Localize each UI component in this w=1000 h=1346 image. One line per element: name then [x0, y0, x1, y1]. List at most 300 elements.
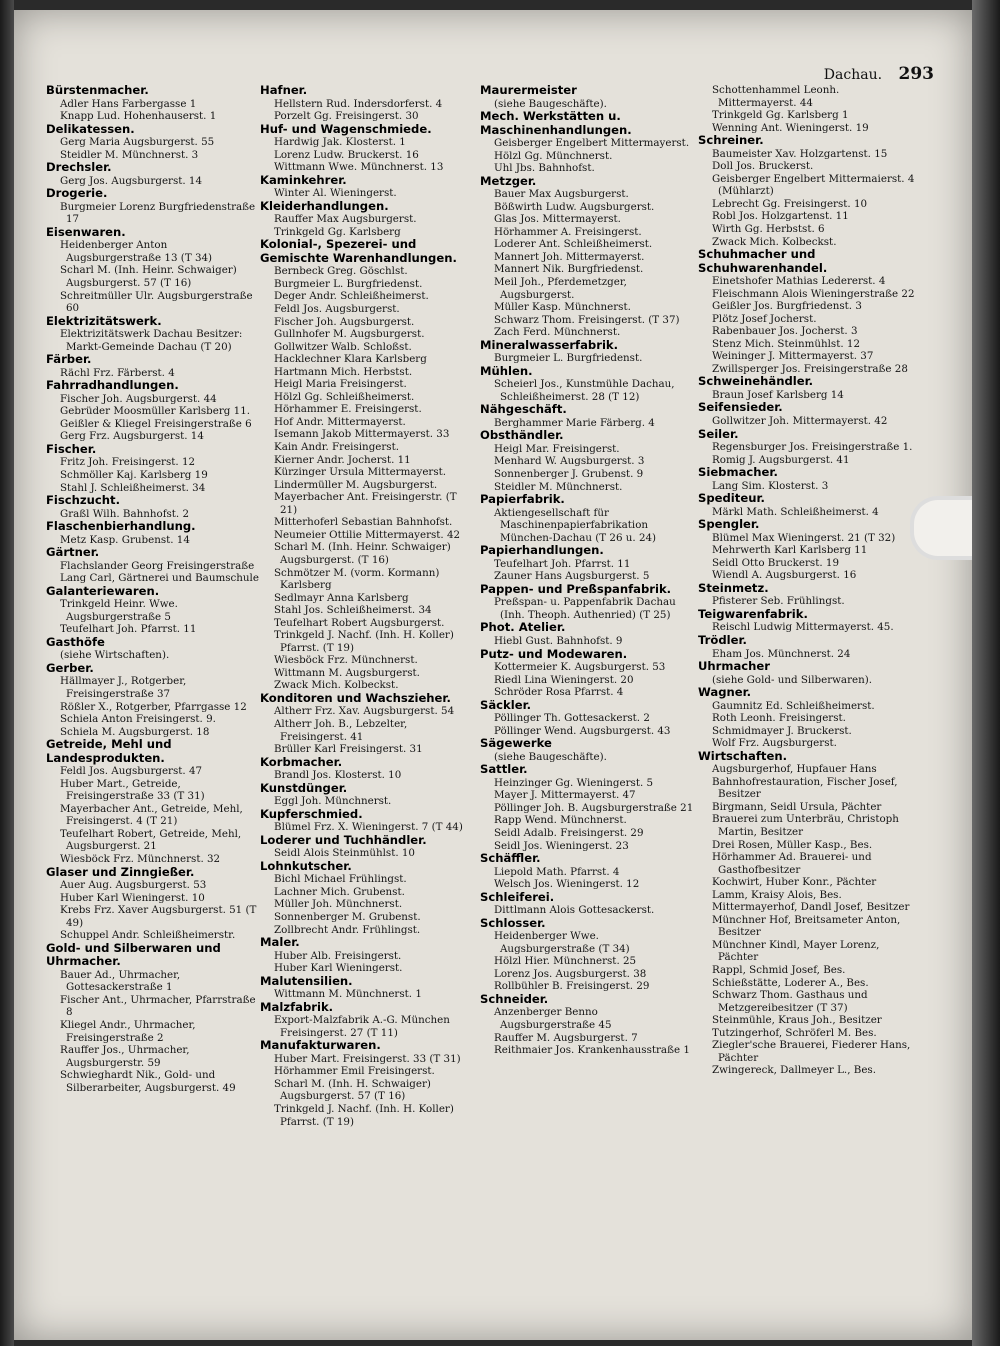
header-city: Dachau. [823, 67, 883, 83]
directory-section [698, 375, 920, 401]
section-title: Loderer und Tuchhändler. [260, 832, 427, 847]
directory-entry: Zwillsperger Jos. Freisingerstraße 28 [712, 362, 908, 375]
section-title: Wirtschaften. [698, 748, 787, 763]
directory-entry: Birgmann, Seidl Ursula, Pächter [712, 800, 882, 813]
directory-entry: Gollwitzer Joh. Mittermayerst. 42 [712, 414, 888, 427]
directory-section [698, 634, 920, 660]
section-title: Papierfabrik. [480, 492, 565, 507]
directory-entry: Brandl Jos. Klosterst. 10 [274, 769, 402, 782]
directory-entry: Regensburger Jos. Freisingerstraße 1. [712, 441, 913, 454]
directory-entry: Hardwig Jak. Klosterst. 1 [274, 136, 406, 149]
section-title: Schleiferei. [480, 889, 555, 904]
section-title: Nähgeschäft. [480, 402, 567, 417]
section-title: Galanteriewaren. [46, 583, 160, 598]
section-title: Schweinehändler. [698, 374, 814, 389]
directory-entry: Huber Karl Wieningerst. [274, 962, 403, 975]
directory-entry: Bauer Ad., Uhrmacher, Gottesackerstraße 1 [60, 968, 181, 994]
directory-section [480, 993, 694, 1057]
directory-entry: Zach Ferd. Münchnerst. [494, 326, 621, 339]
directory-entry: Schmöller Kaj. Karlsberg 19 [60, 468, 208, 481]
section-title: Metzger. [480, 173, 537, 188]
section-title: Bürstenmacher. [46, 83, 149, 97]
directory-entry: Rößler X., Rotgerber, Pfarrgasse 12 [60, 700, 247, 713]
section-title: Maler. [260, 935, 300, 950]
directory-entry: Hörhammer A. Freisingerst. [494, 225, 642, 238]
section-title: Eisenwaren. [46, 224, 126, 239]
page-number: 293 [898, 64, 934, 84]
directory-entry: Meil Joh., Pferdemetzger, Augsburgerst. [494, 276, 627, 301]
directory-entry: Isemann Jakob Mittermayerst. 33 [274, 428, 450, 441]
directory-page [14, 10, 972, 1340]
directory-entry: Mitterhoferl Sebastian Bahnhofst. [274, 516, 453, 529]
directory-entry: Sedlmayr Anna Karlsberg [274, 591, 409, 604]
directory-entry: Aktiengesellschaft für Maschinenpapierfabrikation München-Dachau (T 26 u. 24) [494, 506, 657, 544]
directory-entry: Heidenberger Anton Augsburgerstraße 13 (T 34) [60, 239, 213, 264]
section-title: Fischzucht. [46, 493, 120, 508]
directory-section [698, 466, 920, 492]
directory-section [698, 428, 920, 467]
directory-section [46, 226, 260, 315]
directory-section [480, 699, 694, 738]
directory-entry: (siehe Wirtschaften). [60, 649, 170, 662]
section-title: Schneider. [480, 991, 549, 1006]
directory-entry: Tutzingerhof, Schröferl M. Bes. [712, 1026, 877, 1039]
directory-entry: Blümel Max Wieningerst. 21 (T 32) [712, 531, 896, 544]
page-edge-right [972, 0, 1000, 1346]
directory-entry: Teufelhart Robert Augsburgerst. [274, 616, 445, 629]
directory-entry: Hällmayer J., Rotgerber, Freisingerstraße 37 [60, 675, 187, 700]
section-title: Kunstdünger. [260, 780, 348, 795]
directory-entry: Heinzinger Gg. Wieningerst. 5 [494, 776, 654, 789]
directory-entry: Burgmeier L. Burgfriedenst. [494, 352, 643, 365]
directory-section [480, 648, 694, 699]
directory-entry: Altherr Frz. Xav. Augsburgerst. 54 [274, 705, 455, 718]
directory-entry: Graßl Wilh. Bahnhofst. 2 [60, 507, 190, 520]
directory-section [260, 975, 474, 1001]
directory-entry: Elektrizitätswerk Dachau Besitzer: Markt-Gemeinde Dachau (T 20) [60, 328, 243, 353]
directory-entry: Zwack Mich. Kolbeckst. [274, 679, 399, 692]
directory-entry: Bahnhofrestauration, Fischer Josef, Besitzer [712, 775, 898, 801]
directory-entry: Schmidmayer J. Bruckerst. [712, 724, 852, 737]
directory-section [480, 763, 694, 852]
directory-section [480, 84, 694, 110]
section-title: Gold- und Silberwaren und Uhrmacher. [46, 940, 221, 969]
section-title: Gärtner. [46, 545, 100, 560]
directory-entry: Rappl, Schmid Josef, Bes. [712, 964, 846, 977]
section-title: Lohnkutscher. [260, 858, 352, 873]
directory-entry: Pöllinger Wend. Augsburgerst. 43 [494, 724, 671, 737]
directory-section [46, 546, 260, 585]
directory-section [480, 544, 694, 583]
section-title: Maurermeister [480, 83, 577, 97]
section-title: Sattler. [480, 762, 528, 777]
directory-entry: Pöllinger Joh. B. Augsburgerstraße 21 [494, 801, 694, 814]
directory-entry: Fischer Joh. Augsburgerst. [274, 315, 415, 328]
directory-entry: Rauffer M. Augsburgerst. 7 [494, 1031, 638, 1044]
section-title: Seifensieder. [698, 400, 783, 415]
directory-section [480, 737, 694, 763]
directory-section [260, 123, 474, 174]
directory-entry: Burgmeier L. Burgfriedenst. [274, 277, 423, 290]
directory-entry: Export-Malzfabrik A.-G. München Freisingerst. 27 (T 11) [274, 1014, 450, 1039]
section-title: Sägewerke [480, 736, 552, 751]
directory-section [698, 750, 920, 1077]
section-title: Säckler. [480, 697, 532, 712]
section-title: Schlosser. [480, 915, 546, 930]
directory-entry: Rapp Wend. Münchnerst. [494, 814, 627, 827]
directory-entry: Hölzl Hier. Münchnerst. 25 [494, 955, 637, 968]
directory-entry: Schottenhammel Leonh. Mittermayerst. 44 [712, 84, 840, 109]
section-title: Wagner. [698, 685, 752, 700]
directory-entry: Lachner Mich. Grubenst. [274, 885, 405, 898]
directory-entry: Huber Mart. Freisingerst. 33 (T 31) [274, 1052, 461, 1065]
directory-entry: Teufelhart Joh. Pfarrst. 11 [494, 557, 631, 570]
section-title: Kolonial-, Spezerei- und Gemischte Warenhandlungen. [260, 237, 457, 265]
section-title: Steinmetz. [698, 580, 769, 595]
directory-section [46, 494, 260, 520]
directory-entry: Huber Mart., Getreide, Freisingerstraße 33 (T 31) [60, 777, 205, 803]
directory-entry: Hörhammer Emil Freisingerst. [274, 1065, 435, 1078]
section-title: Teigwarenfabrik. [698, 606, 808, 621]
directory-entry: Preßspan- u. Pappenfabrik Dachau (Inh. Theoph. Authenried) (T 25) [494, 596, 676, 621]
directory-section [698, 401, 920, 427]
directory-entry: Stenz Mich. Steinmühlst. 12 [712, 337, 860, 350]
directory-entry: Zwingereck, Dallmeyer L., Bes. [712, 1064, 876, 1077]
directory-entry: Stahl Jos. Schleißheimerst. 34 [274, 604, 432, 617]
directory-entry: Gerg Frz. Augsburgerst. 14 [60, 430, 204, 443]
directory-entry: Neumeier Ottilie Mittermayerst. 42 [274, 528, 461, 541]
section-title: Flaschenbierhandlung. [46, 519, 196, 534]
directory-entry: Heidenberger Wwe. Augsburgerstraße (T 34) [494, 930, 630, 955]
directory-entry: Steidler M. Münchnerst. [494, 480, 623, 493]
directory-section [46, 379, 260, 443]
directory-section [46, 443, 260, 494]
directory-section [260, 808, 474, 834]
directory-entry: Wiendl A. Augsburgerst. 16 [712, 569, 857, 582]
directory-section [260, 174, 474, 200]
directory-entry: Rauffer Max Augsburgerst. [274, 213, 417, 226]
directory-section [260, 200, 474, 239]
directory-section [480, 891, 694, 917]
directory-entry: Wiesböck Frz. Münchnerst. 32 [60, 853, 221, 866]
directory-entry: Kliegel Andr., Uhrmacher, Freisingerstraße 2 [60, 1018, 196, 1044]
directory-entry: Augsburgerhof, Hupfauer Hans [712, 763, 877, 776]
directory-entry: Plötz Josef Jocherst. [712, 312, 817, 325]
directory-entry: Adler Hans Farbergasse 1 [60, 97, 197, 110]
directory-section [480, 852, 694, 891]
column-2 [260, 84, 474, 1128]
directory-section [480, 110, 694, 175]
directory-section [46, 866, 260, 942]
directory-entry: Bößwirth Ludw. Augsburgerst. [494, 200, 655, 213]
directory-entry: Münchner Kindl, Mayer Lorenz, Pächter [712, 938, 880, 964]
section-title: Trödler. [698, 633, 747, 647]
directory-section [260, 1039, 474, 1128]
directory-entry: Altherr Joh. B., Lebzelter, Freisingerst. 41 [274, 718, 408, 743]
section-title: Schreiner. [698, 133, 764, 148]
section-title: Gerber. [46, 660, 94, 675]
directory-entry: Geißler Jos. Burgfriedenst. 3 [712, 300, 862, 313]
directory-section [46, 662, 260, 738]
directory-section [260, 692, 474, 756]
directory-section [698, 492, 920, 518]
directory-entry: Fritz Joh. Freisingerst. 12 [60, 456, 196, 469]
directory-entry: Kochwirt, Huber Konr., Pächter [712, 876, 877, 889]
directory-entry: Berghammer Marie Färberg. 4 [494, 416, 655, 429]
directory-entry: Schröder Rosa Pfarrst. 4 [494, 686, 624, 699]
directory-entry: Auer Aug. Augsburgerst. 53 [60, 879, 207, 892]
directory-entry: Menhard W. Augsburgerst. 3 [494, 455, 645, 468]
directory-entry: Schiela M. Augsburgerst. 18 [60, 725, 210, 738]
section-title: Mech. Werkstätten u. Maschinenhandlungen. [480, 109, 632, 137]
directory-entry: Drei Rosen, Müller Kasp., Bes. [712, 838, 873, 851]
directory-entry: Brauerei zum Unterbräu, Christoph Martin, Besitzer [712, 813, 899, 839]
directory-entry: Hörhammer Ad. Brauerei- und Gasthofbesitzer [712, 851, 872, 876]
directory-entry: Krebs Frz. Xaver Augsburgerst. 51 (T 49) [60, 904, 257, 929]
directory-entry: Heigl Maria Freisingerst. [274, 378, 407, 391]
directory-entry: Schmötzer M. (vorm. Kormann) Karlsberg [274, 566, 440, 592]
directory-entry: Zauner Hans Augsburgerst. 5 [494, 570, 650, 583]
directory-entry: Mittermayerhof, Dandl Josef, Besitzer [712, 901, 910, 914]
directory-section [46, 315, 260, 354]
directory-section [480, 365, 694, 404]
directory-entry: Mayer J. Mittermayerst. 47 [494, 789, 636, 802]
directory-section [46, 636, 260, 662]
directory-entry: Fleischmann Alois Wieningerstraße 22 [712, 287, 915, 300]
column-3 [480, 84, 694, 1057]
directory-entry: Seidl Jos. Wieningerst. 23 [494, 839, 629, 852]
directory-entry: Brüller Karl Freisingerst. 31 [274, 743, 423, 756]
directory-entry: (siehe Gold- und Silberwaren). [712, 673, 873, 686]
directory-entry: Loderer Ant. Schleißheimerst. [494, 238, 653, 251]
directory-entry: Lorenz Jos. Augsburgerst. 38 [494, 967, 647, 980]
directory-entry: Münchner Hof, Breitsameter Anton, Besitzer [712, 913, 901, 939]
directory-entry: Schwarz Thom. Freisingerst. (T 37) [494, 313, 680, 326]
directory-entry: Ziegler'sche Brauerei, Fiederer Hans, Pächter [712, 1039, 911, 1064]
directory-section [46, 942, 260, 1094]
directory-entry: Seidl Adalb. Freisingerst. 29 [494, 826, 644, 839]
section-title: Huf- und Wagenschmiede. [260, 121, 432, 136]
directory-entry: Schwarz Thom. Gasthaus und Metzgereibesitzer (T 37) [712, 989, 868, 1014]
directory-entry: Welsch Jos. Wieningerst. 12 [494, 878, 640, 891]
section-title: Färber. [46, 352, 92, 367]
directory-section [260, 756, 474, 782]
section-title: Malutensilien. [260, 973, 353, 988]
directory-entry: Märkl Math. Schleißheimerst. 4 [712, 505, 879, 518]
directory-entry: Mehrwerth Karl Karlsberg 11 [712, 544, 868, 557]
section-title: Siebmacher. [698, 465, 778, 480]
section-title: Uhrmacher [698, 659, 770, 674]
column-4 [698, 84, 920, 1077]
directory-section [260, 936, 474, 975]
section-title: Delikatessen. [46, 121, 135, 136]
directory-section [46, 738, 260, 865]
directory-section [46, 187, 260, 226]
directory-entry: Metz Kasp. Grubenst. 14 [60, 533, 190, 546]
directory-section [46, 520, 260, 546]
directory-entry: (siehe Baugeschäfte). [494, 97, 607, 110]
section-title: Konditoren und Wachszieher. [260, 690, 451, 705]
section-title: Gasthöfe [46, 634, 105, 649]
directory-entry: Wiesböck Frz. Münchnerst. [274, 654, 418, 667]
directory-entry: Wittmann Wwe. Münchnerst. 13 [274, 161, 444, 174]
section-title: Kupferschmied. [260, 806, 363, 821]
directory-entry: Trinkgeld J. Nachf. (Inh. H. Koller) Pfarrst. (T 19) [274, 1103, 454, 1128]
directory-entry: Sonnenberger J. Grubenst. 9 [494, 468, 644, 481]
directory-section [698, 134, 920, 248]
directory-entry: Reischl Ludwig Mittermayerst. 45. [712, 621, 894, 634]
directory-entry: Zollbrecht Andr. Frühlingst. [274, 923, 421, 936]
directory-entry: Seidl Otto Bruckerst. 19 [712, 556, 840, 569]
section-title: Spediteur. [698, 491, 765, 506]
section-title: Obsthändler. [480, 428, 564, 443]
section-title: Mühlen. [480, 363, 533, 378]
directory-entry: Kain Andr. Freisingerst. [274, 441, 399, 454]
section-title: Schuhmacher und Schuhwarenhandel. [698, 247, 828, 275]
directory-section [46, 353, 260, 379]
directory-entry: Huber Karl Wieningerst. 10 [60, 891, 205, 904]
directory-entry: Zwack Mich. Kolbeckst. [712, 235, 837, 248]
directory-section [698, 686, 920, 750]
directory-entry: Trinkgeld Heinr. Wwe. Augsburgerstraße 5 [60, 598, 178, 623]
section-title: Drogerie. [46, 186, 108, 201]
directory-entry: Blümel Frz. X. Wieningerst. 7 (T 44) [274, 821, 463, 834]
directory-entry: Bauer Max Augsburgerst. [494, 188, 629, 201]
directory-entry: Wittmann M. Augsburgerst. [274, 666, 420, 679]
directory-entry: Riedl Lina Wieningerst. 20 [494, 673, 634, 686]
section-title: Korbmacher. [260, 754, 343, 769]
directory-section [46, 123, 260, 162]
directory-entry: Uhl Jbs. Bahnhofst. [494, 162, 595, 175]
directory-entry: Schießstätte, Loderer A., Bes. [712, 976, 869, 989]
directory-entry: Teufelhart Robert, Getreide, Mehl, Augsburgerst. 21 [60, 827, 242, 853]
directory-entry: Rächl Frz. Färberst. 4 [60, 366, 175, 379]
directory-section [480, 621, 694, 647]
directory-entry: Hörhammer E. Freisingerst. [274, 403, 422, 416]
directory-entry: Mannert Nik. Burgfriedenst. [494, 263, 644, 276]
directory-entry: Müller Joh. Münchnerst. [274, 898, 403, 911]
directory-entry: Einetshofer Mathias Ledererst. 4 [712, 275, 886, 288]
directory-entry: Gerg Jos. Augsburgerst. 14 [60, 174, 203, 187]
directory-entry: Gollwitzer Walb. Schloßst. [274, 340, 412, 353]
section-title: Spengler. [698, 517, 760, 532]
directory-entry: Dittlmann Alois Gottesackerst. [494, 904, 655, 917]
directory-entry: Wolf Frz. Augsburgerst. [712, 737, 837, 750]
section-title: Hafner. [260, 83, 308, 97]
directory-entry: Scharl M. (Inh. Heinr. Schwaiger) Augsburgerst. (T 16) [274, 541, 451, 566]
directory-entry: Heigl Mar. Freisingerst. [494, 442, 620, 455]
thumb-index-notch [910, 496, 972, 560]
directory-entry: Pfisterer Seb. Frühlingst. [712, 595, 845, 608]
directory-entry: Deger Andr. Schleißheimerst. [274, 290, 429, 303]
directory-section [698, 582, 920, 608]
directory-entry: Gerg Maria Augsburgerst. 55 [60, 136, 215, 149]
directory-entry: Weininger J. Mittermayerst. 37 [712, 350, 874, 363]
section-title: Papierhandlungen. [480, 543, 604, 558]
section-title: Kleiderhandlungen. [260, 198, 389, 213]
directory-entry: Feldl Jos. Augsburgerst. [274, 303, 400, 316]
directory-entry: Hölzl Gg. Münchnerst. [494, 149, 613, 162]
directory-entry: Fischer Ant., Uhrmacher, Pfarrstraße 8 [60, 993, 256, 1019]
directory-entry: Schreitmüller Ulr. Augsburgerstraße 60 [60, 289, 253, 315]
directory-entry: Hiebl Gust. Bahnhofst. 9 [494, 634, 623, 647]
directory-section [260, 84, 474, 123]
directory-section [698, 608, 920, 634]
section-title: Phot. Atelier. [480, 620, 566, 635]
directory-entry: Gebrüder Moosmüller Karlsberg 11. [60, 405, 251, 418]
directory-entry: Wirth Gg. Herbstst. 6 [712, 222, 825, 235]
directory-entry: Glas Jos. Mittermayerst. [494, 213, 621, 226]
directory-section [480, 917, 694, 993]
section-title: Putz- und Modewaren. [480, 646, 628, 661]
directory-entry: Romig J. Augsburgerst. 41 [712, 453, 850, 466]
directory-section [480, 583, 694, 622]
directory-entry: Lindermüller M. Augsburgerst. [274, 478, 438, 491]
directory-section [260, 860, 474, 936]
section-title: Pappen- und Preßspanfabrik. [480, 581, 672, 596]
directory-entry: Schiela Anton Freisingerst. 9. [60, 713, 216, 726]
directory-entry: Scheierl Jos., Kunstmühle Dachau, Schleißheimerst. 28 (T 12) [494, 378, 675, 403]
directory-section [480, 403, 694, 429]
directory-entry: Huber Alb. Freisingerst. [274, 949, 402, 962]
directory-entry: Fischer Joh. Augsburgerst. 44 [60, 392, 217, 405]
directory-section [260, 1001, 474, 1040]
directory-section [260, 782, 474, 808]
directory-entry: Anzenberger Benno Augsburgerstraße 45 [494, 1006, 612, 1031]
directory-section [480, 429, 694, 493]
directory-entry: Trinkgeld Gg. Karlsberg 1 [712, 109, 849, 122]
directory-entry: Lamm, Kraisy Alois, Bes. [712, 888, 842, 901]
directory-entry: Kierner Andr. Jocherst. 11 [274, 453, 411, 466]
directory-entry: Feldl Jos. Augsburgerst. 47 [60, 765, 203, 778]
directory-section [46, 161, 260, 187]
directory-entry: Doll Jos. Bruckerst. [712, 160, 814, 173]
directory-entry: Eggl Joh. Münchnerst. [274, 795, 392, 808]
directory-entry: Reithmaier Jos. Krankenhausstraße 1 [494, 1044, 690, 1057]
directory-entry: Flachslander Georg Freisingerstraße [60, 559, 255, 572]
directory-entry: Trinkgeld Gg. Karlsberg [274, 225, 401, 238]
directory-entry: Kürzinger Ursula Mittermayerst. [274, 466, 447, 479]
section-title: Drechsler. [46, 160, 112, 175]
section-title: Manufakturwaren. [260, 1038, 381, 1053]
column-1 [46, 84, 260, 1094]
directory-entry: Hartmann Mich. Herbstst. [274, 365, 413, 378]
section-title: Fischer. [46, 441, 97, 456]
directory-entry: Mayerbacher Ant. Freisingerstr. (T 21) [274, 491, 457, 516]
directory-section [480, 493, 694, 544]
directory-section [698, 84, 920, 134]
directory-section [480, 339, 694, 365]
directory-entry: Porzelt Gg. Freisingerst. 30 [274, 110, 419, 123]
section-title: Kaminkehrer. [260, 172, 347, 187]
directory-entry: Lorenz Ludw. Bruckerst. 16 [274, 148, 419, 161]
section-title: Getreide, Mehl und Landesprodukten. [46, 737, 172, 765]
section-title: Glaser und Zinngießer. [46, 864, 195, 879]
directory-entry: Rollbühler B. Freisingerst. 29 [494, 980, 650, 993]
directory-entry: Scharl M. (Inh. Heinr. Schwaiger) Augsburgerst. 57 (T 16) [60, 264, 237, 289]
directory-entry: Gullnhofer M. Augsburgerst. [274, 328, 425, 341]
directory-entry: Liepold Math. Pfarrst. 4 [494, 865, 620, 878]
directory-entry: Stahl J. Schleißheimerst. 34 [60, 481, 206, 494]
section-title: Schäffler. [480, 851, 541, 866]
directory-entry: Scharl M. (Inh. H. Schwaiger) Augsburgerst. 57 (T 16) [274, 1077, 431, 1103]
directory-entry: Baumeister Xav. Holzgartenst. 15 [712, 147, 888, 160]
directory-entry: Roth Leonh. Freisingerst. [712, 712, 846, 725]
directory-entry: Schwieghardt Nik., Gold- und Silberarbeiter, Augsburgerst. 49 [60, 1069, 236, 1094]
directory-entry: Steidler M. Münchnerst. 3 [60, 148, 199, 161]
directory-entry: Lebrecht Gg. Freisingerst. 10 [712, 197, 868, 210]
section-title: Elektrizitätswerk. [46, 313, 162, 328]
